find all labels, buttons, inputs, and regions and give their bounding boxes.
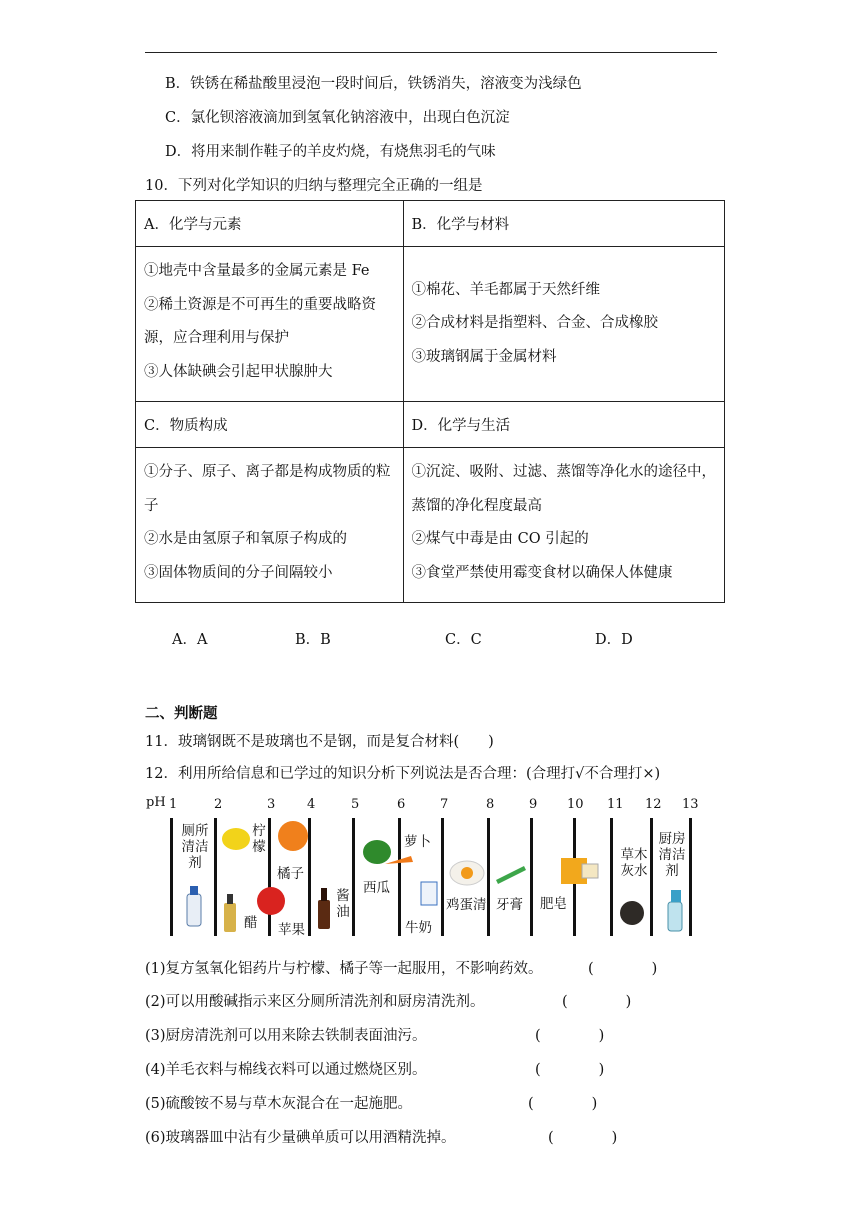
ph-bar [352, 818, 355, 936]
ph-number: 11 [607, 797, 624, 812]
soy-sauce-bottle-icon [316, 886, 332, 930]
cell-b-body [403, 247, 725, 402]
ph-number: 8 [486, 797, 495, 812]
answer-blank-2[interactable]: ( ) [562, 994, 632, 1010]
q9-option-d: D．将用来制作鞋子的羊皮灼烧，有烧焦羽毛的气味 [165, 144, 496, 160]
ph-bar [487, 818, 490, 936]
cell-a-line: ①地壳中含量最多的金属元素是 Fe [144, 263, 370, 279]
cell-c-line: 子 [144, 497, 159, 514]
cell-d-line: ③食堂严禁使用霉变食材以确保人体健康 [411, 564, 673, 581]
label-apple: 苹果 [278, 922, 305, 938]
statement-1: (1)复方氢氧化铝药片与柠檬、橘子等一起服用，不影响药效。 [145, 961, 543, 977]
answer-blank-4[interactable]: ( ) [535, 1062, 605, 1078]
cell-c-line: ②水是由氢原子和氧原子构成的 [144, 531, 347, 547]
q12-stem: 12．利用所给信息和已学过的知识分析下列说法是否合理：(合理打√不合理打×) [145, 766, 661, 782]
cell-c-line: ①分子、原子、离子都是构成物质的粒 [144, 464, 391, 480]
milk-carton-icon [419, 876, 439, 906]
ph-number: 2 [214, 797, 223, 812]
apple-icon [255, 884, 287, 916]
label-soy-sauce: 酱油 [336, 888, 350, 920]
cell-a-title: A．化学与元素 [136, 201, 404, 247]
label-kitchen-cleaner: 厨房清洁剂 [658, 831, 686, 879]
cell-b-line: ①棉花、羊毛都属于天然纤维 [411, 281, 600, 298]
ph-bar [268, 818, 271, 936]
cell-a-body [136, 247, 404, 402]
label-watermelon: 西瓜 [363, 880, 390, 896]
label-milk: 牛奶 [405, 920, 432, 936]
choice-c[interactable]: C．C [445, 632, 482, 648]
ph-bar [689, 818, 692, 936]
cell-a-line: 源，应合理利用与保护 [144, 330, 289, 346]
ph-bar [610, 818, 613, 936]
statement-2: (2)可以用酸碱指示来区分厕所清洗剂和厨房清洗剂。 [145, 994, 485, 1010]
cell-c-title: C．物质构成 [136, 402, 404, 448]
cell-b-line: ③玻璃钢属于金属材料 [411, 348, 557, 365]
q9-option-b: B．铁锈在稀盐酸里浸泡一段时间后，铁锈消失，溶液变为浅绿色 [165, 76, 582, 92]
answer-blank-5[interactable]: ( ) [528, 1096, 598, 1112]
section-heading: 二、判断题 [145, 705, 218, 722]
cell-b-line: ②合成材料是指塑料、合金、合成橡胶 [411, 315, 658, 332]
ph-number: 5 [351, 797, 360, 812]
answer-blank-3[interactable]: ( ) [535, 1028, 605, 1044]
label-soap: 肥皂 [540, 896, 567, 912]
label-lemon: 柠檬 [252, 823, 266, 855]
cell-d-line: 蒸馏的净化程度最高 [411, 497, 542, 514]
ph-number: 13 [682, 797, 699, 812]
answer-blank-6[interactable]: ( ) [548, 1130, 618, 1146]
header-rule [145, 52, 717, 53]
cell-b-title: B．化学与材料 [403, 201, 725, 247]
q10-stem: 10．下列对化学知识的归纳与整理完全正确的一组是 [145, 178, 483, 194]
toothpaste-icon [494, 862, 528, 884]
lemon-icon [221, 826, 251, 852]
ph-bar [214, 818, 217, 936]
ash-bowl-icon [619, 900, 645, 926]
label-egg-white: 鸡蛋清 [446, 897, 487, 913]
label-vinegar: 醋 [244, 915, 258, 931]
label-toilet-cleaner: 厕所清洁剂 [181, 823, 209, 871]
ph-bar [530, 818, 533, 936]
ph-label: pH [146, 795, 166, 810]
cell-d-line: ①沉淀、吸附、过滤、蒸馏等净化水的途径中， [411, 464, 716, 480]
cell-d-body [403, 448, 725, 603]
toilet-cleaner-bottle-icon [184, 884, 204, 928]
statement-4: (4)羊毛衣料与棉线衣料可以通过燃烧区别。 [145, 1062, 427, 1078]
label-toothpaste: 牙膏 [496, 897, 523, 913]
ph-number: 10 [567, 797, 584, 812]
label-ash-water: 草木灰水 [620, 847, 648, 879]
soap-icon [560, 852, 600, 886]
statement-5: (5)硫酸铵不易与草木灰混合在一起施肥。 [145, 1096, 413, 1112]
orange-icon [277, 820, 309, 852]
statement-3: (3)厨房清洗剂可以用来除去铁制表面油污。 [145, 1028, 427, 1044]
q10-table [135, 200, 725, 603]
choice-a[interactable]: A．A [172, 632, 208, 648]
q11: 11．玻璃钢既不是玻璃也不是钢，而是复合材料( ) [145, 734, 494, 750]
ph-bar [170, 818, 173, 936]
cell-c-line: ③固体物质间的分子间隔较小 [144, 564, 333, 581]
ph-bar [398, 818, 401, 936]
choice-b[interactable]: B．B [295, 632, 331, 648]
ph-number: 9 [529, 797, 538, 812]
carrot-icon [383, 852, 415, 872]
statement-6: (6)玻璃器皿中沾有少量碘单质可以用酒精洗掉。 [145, 1130, 456, 1146]
spray-bottle-icon [664, 888, 686, 932]
ph-bar [650, 818, 653, 936]
cell-d-title: D．化学与生活 [403, 402, 725, 448]
cell-c-body [136, 448, 404, 603]
ph-number: 12 [645, 797, 662, 812]
q9-option-c: C．氯化钡溶液滴加到氢氧化钠溶液中，出现白色沉淀 [165, 110, 510, 126]
vinegar-bottle-icon [222, 893, 238, 933]
ph-number: 3 [267, 797, 276, 812]
ph-number: 4 [307, 797, 316, 812]
answer-blank-1[interactable]: ( ) [588, 961, 658, 977]
cell-a-line: ③人体缺碘会引起甲状腺肿大 [144, 363, 333, 380]
ph-number: 1 [169, 797, 178, 812]
ph-bar [441, 818, 444, 936]
cell-d-line: ②煤气中毒是由 CO 引起的 [411, 531, 589, 547]
label-orange: 橘子 [277, 866, 304, 882]
ph-number: 7 [440, 797, 449, 812]
fried-egg-icon [448, 858, 486, 888]
ph-number: 6 [397, 797, 406, 812]
choice-d[interactable]: D．D [595, 632, 633, 648]
label-radish: 萝卜 [404, 834, 431, 850]
cell-a-line: ②稀土资源是不可再生的重要战略资 [144, 296, 376, 313]
